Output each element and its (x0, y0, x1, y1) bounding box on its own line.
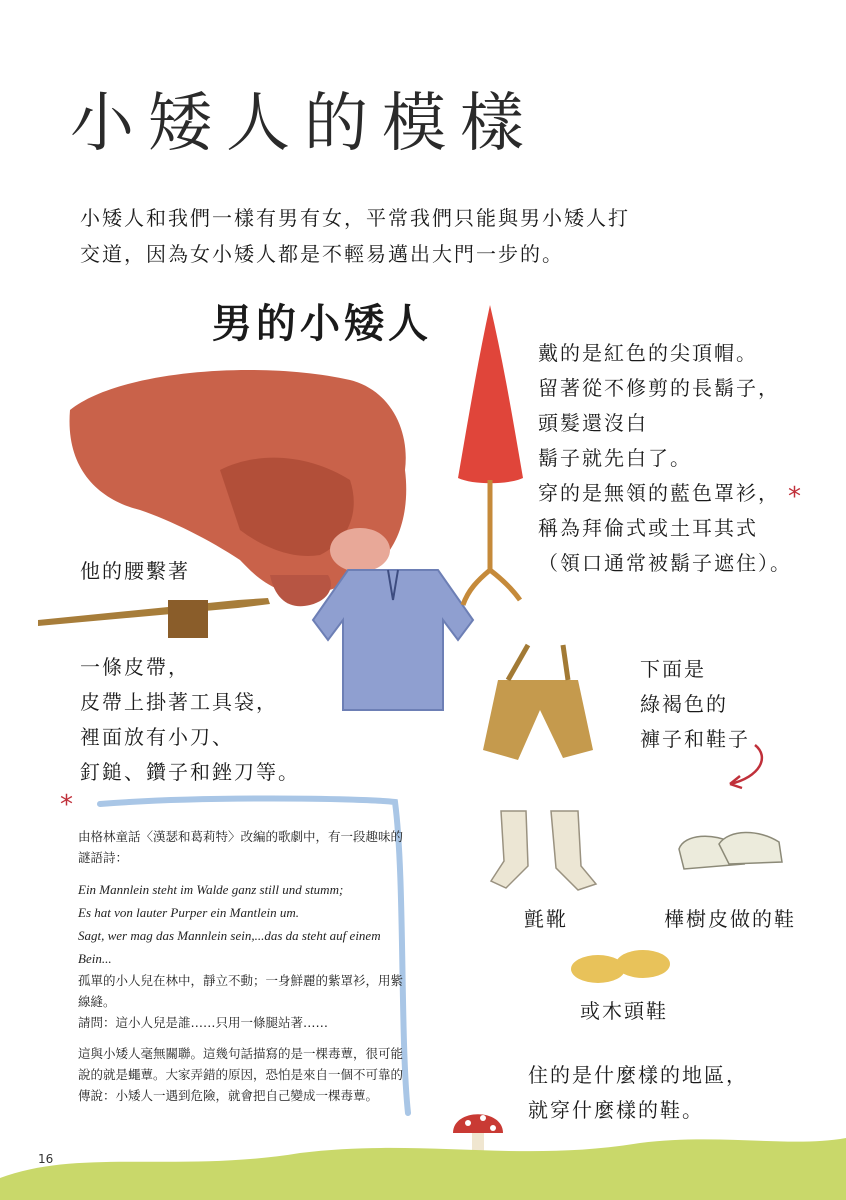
hat-description (538, 336, 838, 581)
verse-line: Sagt, wer mag das Mannlein sein,...das da steht auf einem Bein... (78, 928, 381, 966)
belt-line: 裡面放有小刀、 (80, 725, 234, 749)
intro-paragraph (80, 200, 640, 272)
pants-line: 綠褐色的 (640, 692, 728, 716)
birch-shoes-illustration (674, 824, 786, 879)
hat-line: （領口通常被鬍子遮住）。 (538, 551, 792, 575)
birch-shoes-label: 樺樹皮做的鞋 (664, 907, 796, 931)
waist-text: 他的腰繫著 (80, 559, 190, 583)
belt-line: 皮帶上掛著工具袋， (80, 690, 278, 714)
note-intro: 由格林童話〈漢瑟和葛莉特〉改編的歌劇中，有一段趣味的謎語詩： (78, 829, 404, 865)
hat-line: 頭髮還沒白 (538, 411, 648, 435)
verse-line: Ein Mannlein steht im Walde ganz still und stumm; (78, 882, 344, 897)
region-description (528, 1058, 748, 1128)
hat-line: 戴的是紅色的尖頂帽。 (538, 341, 758, 365)
intro-line-1: 小矮人和我們一樣有男有女，平常我們只能與男小矮人打 (80, 206, 630, 230)
verse-translation: 孤單的小人兒在林中，靜立不動；一身鮮麗的紫罩衫，用紫線縫。 (78, 973, 404, 1009)
verse-line: Es hat von lauter Purper ein Mantlein um. (78, 905, 299, 920)
hat-line: 鬍子就先白了。 (538, 446, 692, 470)
belt-illustration (38, 590, 273, 650)
asterisk-mark: * (60, 790, 73, 820)
belt-line: 釘鎚、鑽子和銼刀等。 (80, 760, 300, 784)
page-title: 小矮人的模樣 (70, 87, 538, 161)
hat-line: 稱為拜倫式或土耳其式 (538, 516, 758, 540)
felt-boots-illustration (486, 806, 611, 896)
region-line: 就穿什麼樣的鞋。 (528, 1098, 704, 1122)
wooden-shoes-illustration (568, 944, 673, 989)
curved-arrow-icon (720, 742, 770, 792)
verse-translation: 請問：這小人兒是誰……只用一條腿站著…… (78, 1015, 329, 1030)
belt-line: 一條皮帶， (80, 655, 190, 679)
footnote-box (78, 826, 408, 1116)
hat-line: 穿的是無領的藍色罩衫， (538, 481, 780, 505)
hat-line: 留著從不修剪的長鬍子， (538, 376, 780, 400)
intro-line-2: 交道，因為女小矮人都是不輕易邁出大門一步的。 (80, 242, 564, 266)
wooden-shoes-label: 或木頭鞋 (580, 999, 668, 1023)
pants-line: 下面是 (640, 657, 706, 681)
pants-line: 褲子和鞋子 (640, 727, 750, 751)
section-subtitle: 男的小矮人 (212, 300, 432, 347)
page-number: 16 (38, 1152, 54, 1166)
grass-border (0, 1118, 846, 1200)
red-hat-illustration (448, 300, 538, 620)
belt-description (80, 650, 300, 790)
asterisk-mark: * (788, 482, 801, 512)
region-line: 住的是什麼樣的地區， (528, 1063, 748, 1087)
pants-illustration (468, 640, 608, 770)
felt-boots-label: 氈靴 (524, 907, 568, 931)
note-explanation: 這與小矮人毫無關聯。這幾句話描寫的是一棵毒蕈，很可能說的就是蠅蕈。大家弄錯的原因，恐怕是來自一個不可靠的傳說：小矮人一遇到危險，就會把自己變成一棵毒蕈。 (78, 1046, 404, 1103)
